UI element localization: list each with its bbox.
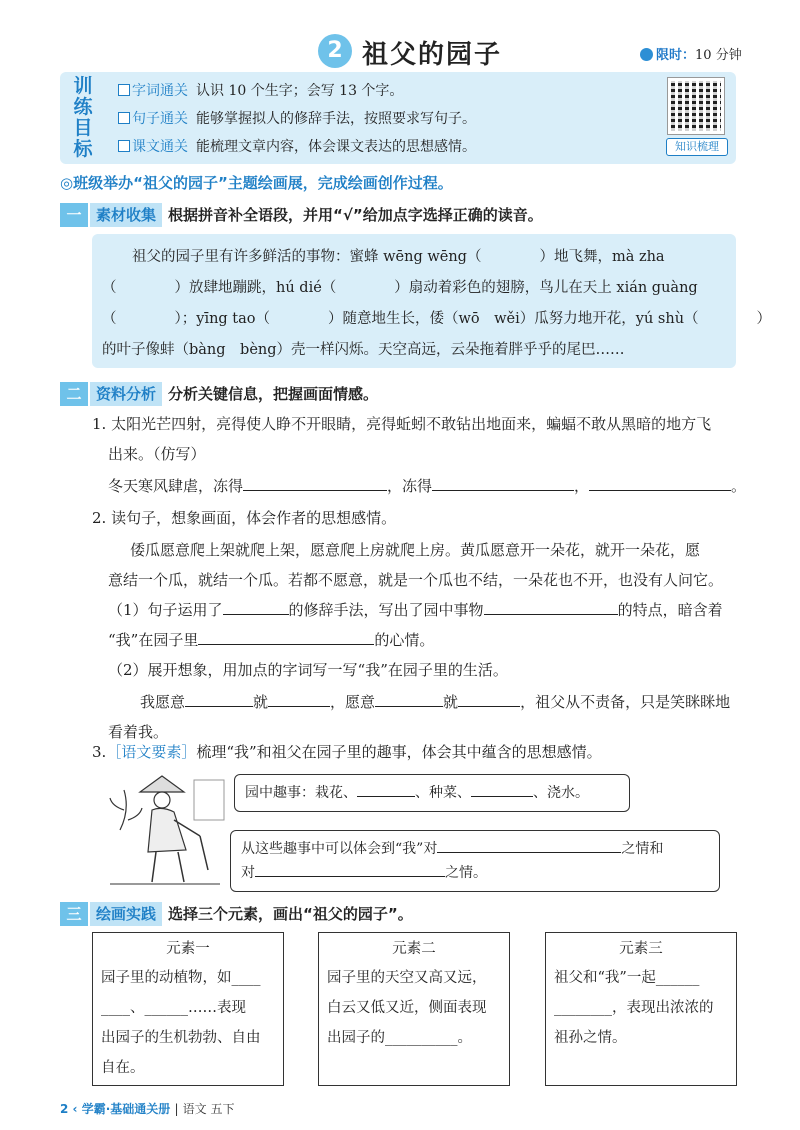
- section-number: 一: [60, 203, 88, 227]
- passage-line: （ ）；yīng tao（ ）随意地生长，倭（wō wěi）瓜努力地开花，yú shù（ ）: [102, 311, 772, 327]
- fill-text: ，愿意: [330, 693, 376, 711]
- section-instruction: 选择三个元素，画出“祖父的园子”。: [168, 905, 413, 923]
- goal-item: [118, 80, 403, 100]
- chevron-left-icon: ‹: [72, 1102, 78, 1116]
- answer-blank[interactable]: [484, 601, 618, 615]
- element-title: 元素二: [392, 941, 436, 957]
- q2-sub1-line2: [108, 630, 434, 650]
- element-title: 元素三: [619, 941, 663, 957]
- bubble-text: 对: [241, 865, 255, 881]
- fill-text: 。: [731, 477, 747, 495]
- section-number: 二: [60, 382, 88, 406]
- answer-blank[interactable]: [437, 839, 621, 853]
- answer-blank[interactable]: [471, 783, 533, 797]
- section-1-header: [60, 203, 543, 227]
- checkbox-icon[interactable]: [118, 140, 130, 152]
- answer-blank[interactable]: [357, 783, 415, 797]
- feelings-bubble: [230, 830, 720, 892]
- activity-intro: ◎班级举办“祖父的园子”主题绘画展，完成绘画创作过程。: [60, 174, 453, 192]
- q1-text-line1: 1. 太阳光芒四射，亮得使人睁不开眼睛，亮得蚯蚓不敢钻出地面来，蝙蝠不敢从黑暗的地方飞: [92, 415, 712, 433]
- q3-instruction: 梳理“我”和祖父在园子里的趣事，体会其中蕴含的思想感情。: [196, 743, 602, 761]
- goal-text: 能够掌握拟人的修辞手法，按照要求写句子。: [196, 111, 476, 127]
- clock-icon: [640, 48, 653, 61]
- goal-tag: 句子通关: [132, 111, 188, 127]
- fill-text: ，祖父从不责备，只是笑眯眯地: [520, 693, 731, 711]
- section-label: 绘画实践: [90, 902, 162, 926]
- element-box-3: [545, 932, 737, 1086]
- element-line: 祖父和“我”一起______: [554, 970, 700, 986]
- element-line: 祖孙之情。: [554, 1030, 627, 1046]
- answer-blank[interactable]: [243, 477, 387, 491]
- q2-sub2-end: 看着我。: [108, 723, 169, 741]
- pinyin-passage: [92, 234, 772, 368]
- q2-sub2-fill: [140, 692, 730, 712]
- goal-tag: 课文通关: [132, 139, 188, 155]
- section-instruction: 根据拼音补全语段，并用“√”给加点字选择正确的读音。: [168, 206, 543, 224]
- subject-label: 语文 五下: [182, 1102, 235, 1116]
- answer-blank[interactable]: [458, 693, 520, 707]
- answer-blank[interactable]: [185, 693, 253, 707]
- section-3-header: [60, 902, 413, 926]
- answer-blank[interactable]: [198, 631, 374, 645]
- goal-tag: 字词通关: [132, 83, 188, 99]
- bubble-text: 、浇水。: [533, 785, 589, 801]
- q3-title: [92, 742, 602, 762]
- element-line: 出园子的__________。: [327, 1030, 472, 1046]
- q1-fill-line: [108, 476, 746, 496]
- goal-item: [118, 136, 476, 156]
- fill-text: 的修辞手法，写出了园中事物: [288, 601, 484, 619]
- bubble-text: 从这些趣事中可以体会到“我”对: [241, 841, 438, 857]
- bubble-text: 园中趣事：栽花、: [245, 785, 357, 801]
- fill-text: 就: [443, 693, 459, 711]
- section-instruction: 分析关键信息，把握画面情感。: [168, 385, 379, 403]
- fun-events-bubble: [234, 774, 630, 812]
- q3-number: 3.: [92, 743, 107, 761]
- element-box-1: [92, 932, 284, 1086]
- element-line: ____、______……表现: [101, 1000, 246, 1016]
- goal-text: 认识 10 个生字；会写 13 个字。: [196, 83, 404, 99]
- q2-sub2-title: （2）展开想象，用加点的字词写一写“我”在园子里的生活。: [108, 661, 508, 679]
- q2-quote-line1: 倭瓜愿意爬上架就爬上架，愿意爬上房就爬上房。黄瓜愿意开一朵花，就开一朵花，愿: [130, 541, 701, 559]
- passage-line: （ ）放肆地蹦跳，hú dié（ ）扇动着彩色的翅膀，鸟儿在天上 xián guàng: [102, 280, 698, 296]
- element-line: ________，表现出浓浓的: [554, 1000, 714, 1016]
- goals-label-char: 训: [73, 75, 93, 97]
- goals-label-char: 标: [73, 138, 93, 160]
- fill-text: 就: [253, 693, 269, 711]
- q2-quote-line2: 意结一个瓜，就结一个瓜。若都不愿意，就是一个瓜也不结，一朵花也不开，也没有人问它。: [108, 571, 724, 589]
- lesson-title: 祖父的园子: [362, 40, 503, 70]
- passage-line: 的叶子像蚌（bàng bèng）壳一样闪烁。天空高远，云朵拖着胖乎乎的尾巴……: [102, 342, 625, 358]
- goals-label-char: 目: [73, 117, 93, 139]
- fill-text: ，冻得: [387, 477, 433, 495]
- book-name: 学霸·基础通关册: [81, 1102, 171, 1116]
- page-header: [0, 30, 800, 70]
- section-number: 三: [60, 902, 88, 926]
- lesson-number-badge: 2: [318, 34, 352, 68]
- answer-blank[interactable]: [589, 477, 731, 491]
- bubble-text: 、种菜、: [415, 785, 471, 801]
- answer-blank[interactable]: [268, 693, 330, 707]
- training-goals-box: [60, 72, 736, 164]
- timer-label: 限时：: [656, 48, 696, 63]
- bubble-text: 之情。: [445, 865, 487, 881]
- footer-divider: |: [174, 1102, 179, 1116]
- answer-blank[interactable]: [255, 863, 445, 877]
- element-line: 园子里的动植物，如____: [101, 970, 261, 986]
- page-footer: [60, 1100, 235, 1117]
- element-box-2: [318, 932, 510, 1086]
- q2-title: 2. 读句子，想象画面，体会作者的思想感情。: [92, 509, 397, 527]
- element-line: 自在。: [101, 1060, 145, 1076]
- fill-text: 的特点，暗含着: [617, 601, 723, 619]
- bubble-text: 之情和: [621, 841, 664, 857]
- q3-tag: ［语文要素］: [106, 743, 197, 761]
- goal-text: 能梳理文章内容，体会课文表达的思想感情。: [196, 139, 476, 155]
- element-line: 出园子的生机勃勃、自由: [101, 1030, 261, 1046]
- fill-text: ，: [574, 477, 590, 495]
- qr-code-icon[interactable]: [668, 78, 724, 134]
- element-title: 元素一: [166, 941, 210, 957]
- training-goals-label: [66, 76, 100, 160]
- section-label: 资料分析: [90, 382, 162, 406]
- fill-text: （1）句子运用了: [108, 601, 223, 619]
- element-line: 白云又低又近，侧面表现: [327, 1000, 487, 1016]
- timer-value: 10 分钟: [695, 48, 742, 63]
- q1-text-line2: 出来。（仿写）: [108, 445, 206, 463]
- section-label: 素材收集: [90, 203, 162, 227]
- checkbox-icon[interactable]: [118, 84, 130, 96]
- answer-blank[interactable]: [223, 601, 289, 615]
- fill-text: 我愿意: [140, 693, 186, 711]
- q2-sub1-line1: [108, 600, 723, 620]
- checkbox-icon[interactable]: [118, 112, 130, 124]
- answer-blank[interactable]: [432, 477, 574, 491]
- fill-text: “我”在园子里: [108, 631, 199, 649]
- page-number: 2: [60, 1102, 69, 1116]
- goals-label-char: 练: [73, 96, 93, 118]
- passage-line: 祖父的园子里有许多鲜活的事物：蜜蜂 wēng wēng（ ）地飞舞，mà zha: [132, 249, 665, 265]
- fill-text: 的心情。: [374, 631, 435, 649]
- grandfather-illustration: [100, 770, 230, 890]
- section-2-header: [60, 382, 378, 406]
- answer-blank[interactable]: [375, 693, 443, 707]
- qr-label: 知识梳理: [666, 138, 728, 156]
- fill-text: 冬天寒风肆虐，冻得: [108, 477, 244, 495]
- goal-item: [118, 108, 476, 128]
- element-line: 园子里的天空又高又远，: [327, 970, 487, 986]
- time-limit: [640, 44, 742, 63]
